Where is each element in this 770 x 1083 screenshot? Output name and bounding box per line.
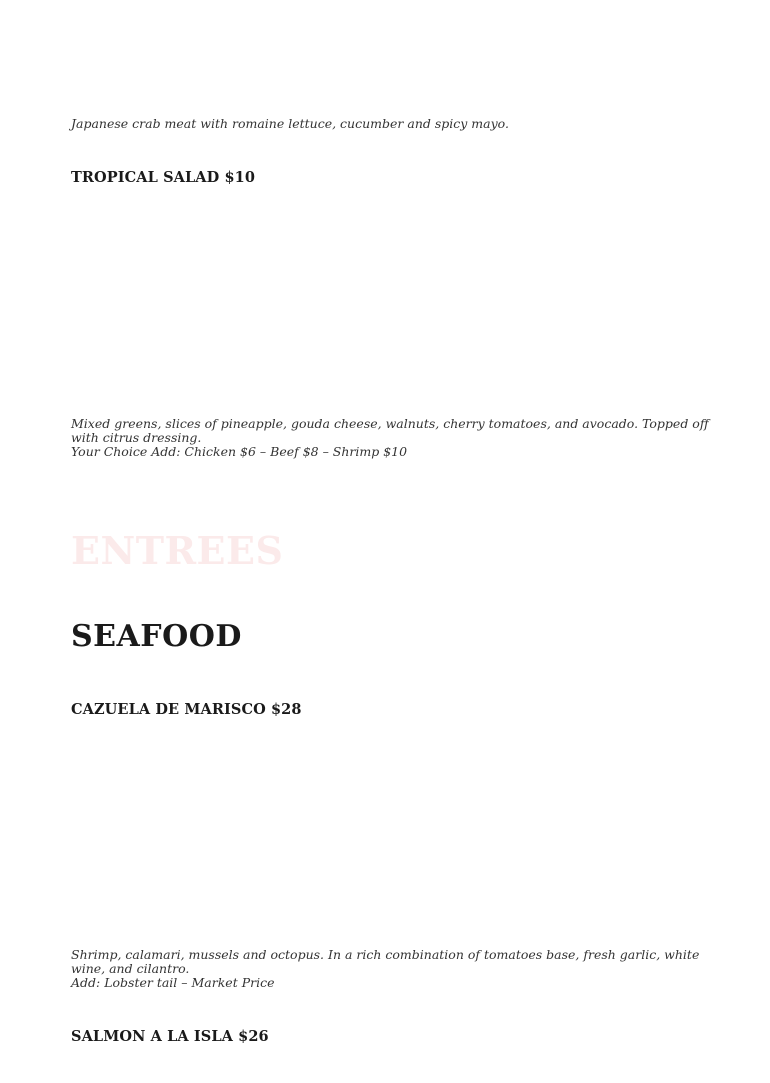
- seafood-section-heading: [71, 619, 711, 654]
- tropical-salad-heading: [71, 169, 711, 186]
- cazuela-description-text: Shrimp, calamari, mussels and octopus. In a rich combination of tomatoes base, fresh garlic, white wine, and cilantro.: [71, 947, 700, 976]
- cazuela-item: [71, 948, 711, 990]
- tropical-salad-addons: Your Choice Add: Chicken $6 – Beef $8 – Shrimp $10: [71, 444, 408, 459]
- tropical-salad-description: [71, 417, 711, 459]
- entrees-title: ENTREES: [71, 528, 284, 573]
- cazuela-heading: [71, 701, 711, 718]
- crab-salad-item: [71, 117, 711, 131]
- salmon-title: SALMON A LA ISLA $26: [71, 1028, 269, 1045]
- crab-salad-description: Japanese crab meat with romaine lettuce, cucumber and spicy mayo.: [71, 116, 509, 131]
- cazuela-title: CAZUELA DE MARISCO $28: [71, 701, 302, 718]
- cazuela-description: [71, 948, 711, 990]
- tropical-salad-description-text: Mixed greens, slices of pineapple, gouda cheese, walnuts, cherry tomatoes, and avocado. Topped off with citrus dressing.: [71, 416, 709, 445]
- cazuela-addons: Add: Lobster tail – Market Price: [71, 975, 275, 990]
- seafood-title: SEAFOOD: [71, 619, 242, 654]
- entrees-section-heading: [71, 528, 711, 573]
- salmon-heading: [71, 1028, 711, 1045]
- tropical-salad-item: [71, 417, 711, 459]
- tropical-salad-title: TROPICAL SALAD $10: [71, 169, 256, 186]
